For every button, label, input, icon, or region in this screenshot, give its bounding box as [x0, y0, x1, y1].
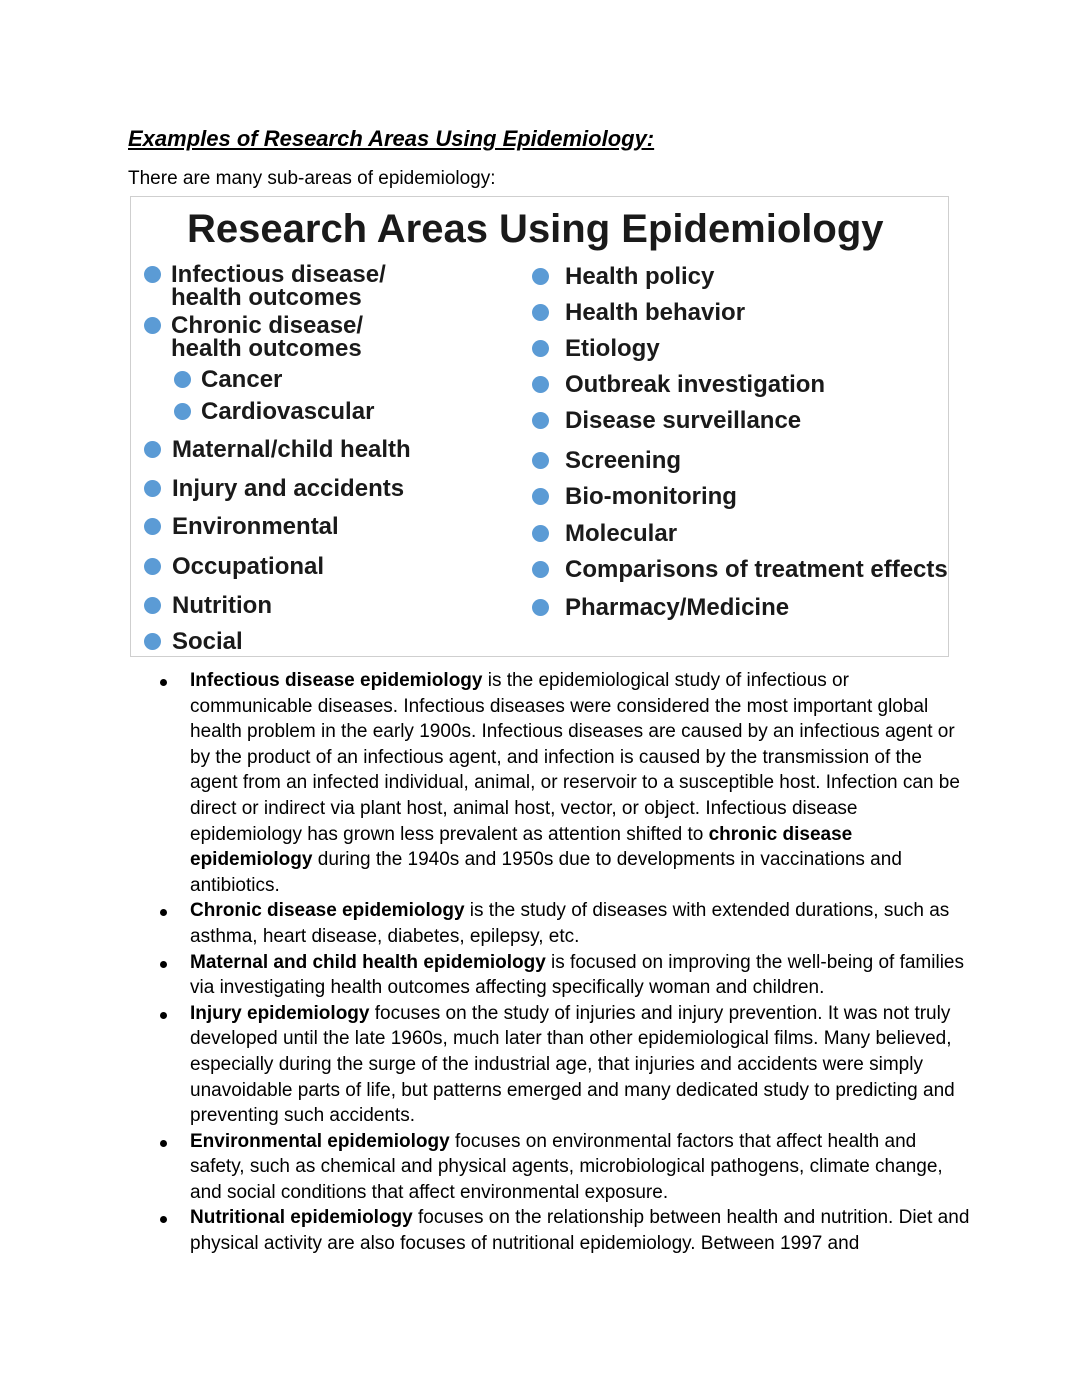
description-text: is focused on improving the well-being of families via investigating health outcomes affecting specifically woman and children. — [190, 951, 964, 999]
list-item — [190, 950, 970, 1001]
term: Environmental epidemiology — [190, 1130, 450, 1152]
research-areas-figure — [130, 196, 949, 657]
description-text: is the study of diseases with extended durations, such as asthma, heart disease, diabetes, epilepsy, etc. — [190, 900, 950, 947]
figure-item-line: health outcomes — [171, 284, 362, 311]
figure-item-nutrition: Nutrition — [172, 592, 272, 619]
figure-item-line: Chronic disease/ — [171, 312, 364, 339]
bullet-dot-icon — [144, 633, 161, 650]
figure-item-line: Infectious disease/ — [171, 261, 386, 288]
figure-item-cardiovascular: Cardiovascular — [201, 398, 375, 425]
bullet-dot-icon — [174, 403, 191, 420]
bullet-dot-icon — [532, 488, 549, 505]
list-item — [190, 1001, 970, 1129]
list-item — [190, 668, 970, 898]
term: Maternal and child health epidemiology — [190, 951, 546, 973]
intro-text: There are many sub-areas of epidemiology: — [128, 168, 496, 189]
figure-item-screening: Screening — [565, 447, 682, 474]
figure-item-maternal-child: Maternal/child health — [172, 436, 411, 463]
description-text: focuses on environmental factors that affect health and safety, such as chemical and physical agents, microbiological pathogens, climate change, and social conditions that affect environmental exposure. — [190, 1130, 943, 1203]
bullet-dot-icon — [174, 371, 191, 388]
figure-item-chronic — [171, 314, 363, 360]
description-text: focuses on the relationship between health and nutrition. Diet and physical activity are also focuses of nutritional epidemiology. Between 1997 and — [190, 1207, 970, 1255]
bullet-dot-icon — [144, 518, 161, 535]
term: chronic disease epidemiology — [190, 823, 853, 871]
figure-item-etiology: Etiology — [565, 335, 660, 362]
figure-item-comparisons: Comparisons of treatment effects — [565, 556, 948, 583]
bullet-dot-icon — [532, 412, 549, 429]
bullet-icon — [160, 909, 167, 916]
list-item — [190, 1205, 970, 1256]
bullet-icon — [160, 1140, 167, 1147]
list-item — [190, 898, 970, 949]
figure-item-health-behavior: Health behavior — [565, 299, 746, 326]
figure-item-occupational: Occupational — [172, 553, 325, 580]
figure-item-molecular: Molecular — [565, 520, 678, 547]
bullet-dot-icon — [532, 561, 549, 578]
bullet-dot-icon — [532, 599, 549, 616]
bullet-dot-icon — [532, 268, 549, 285]
description-text: focuses on the study of injuries and injury prevention. It was not truly developed until the late 1960s, much later than other epidemiological films. Many believed, especially during the surge of the industrial age, that injuries and accidents were simply unavoidable parts of life, but patterns emerged and many dedicated study to predicting and preventing such accidents. — [190, 1002, 955, 1127]
figure-item-environmental: Environmental — [172, 513, 339, 540]
figure-item-cancer: Cancer — [201, 366, 283, 393]
term: Chronic disease epidemiology — [190, 900, 465, 922]
bullet-dot-icon — [144, 441, 161, 458]
bullet-dot-icon — [532, 304, 549, 321]
figure-item-surveillance: Disease surveillance — [565, 407, 802, 434]
bullet-dot-icon — [532, 376, 549, 393]
figure-title: Research Areas Using Epidemiology — [187, 207, 884, 251]
term: Nutritional epidemiology — [190, 1207, 413, 1229]
bullet-dot-icon — [144, 597, 161, 614]
bullet-dot-icon — [144, 558, 161, 575]
bullet-dot-icon — [144, 480, 161, 497]
figure-item-infectious — [171, 263, 386, 309]
section-heading: Examples of Research Areas Using Epidemiology: — [128, 126, 655, 151]
bullet-icon — [160, 961, 167, 968]
description-text: during the 1940s and 1950s due to developments in vaccinations and antibiotics. — [190, 849, 902, 896]
figure-item-health-policy: Health policy — [565, 263, 715, 290]
bullet-dot-icon — [532, 525, 549, 542]
bullet-icon — [160, 1216, 167, 1223]
figure-item-pharmacy: Pharmacy/Medicine — [565, 594, 790, 621]
list-item — [190, 1129, 970, 1206]
bullet-dot-icon — [144, 266, 161, 283]
figure-item-line: health outcomes — [171, 335, 362, 362]
bullet-dot-icon — [532, 452, 549, 469]
figure-item-biomonitoring: Bio-monitoring — [565, 483, 737, 510]
figure-item-outbreak: Outbreak investigation — [565, 371, 826, 398]
bullet-icon — [160, 1012, 167, 1019]
figure-item-social: Social — [172, 628, 243, 655]
term: Infectious disease epidemiology — [190, 670, 483, 691]
figure-item-injury: Injury and accidents — [172, 475, 405, 502]
description-text: is the epidemiological study of infectious or communicable diseases. Infectious diseases were considered the most important global health problem in the early 1900s. Infectious diseases are caused by an infectious agent or by the product of an infectious agent, and infection is caused by the transmission of the agent from an infected individual, animal, or reservoir to a susceptible host. Infection can be direct or indirect via plant host, animal host, vector, or object. Infectious disease epidemiology has grown less prevalent as attention shifted to — [190, 670, 960, 845]
bullet-dot-icon — [144, 317, 161, 334]
bullet-dot-icon — [532, 340, 549, 357]
description-list — [190, 668, 970, 1257]
term: Injury epidemiology — [190, 1002, 370, 1024]
bullet-icon — [160, 679, 167, 686]
